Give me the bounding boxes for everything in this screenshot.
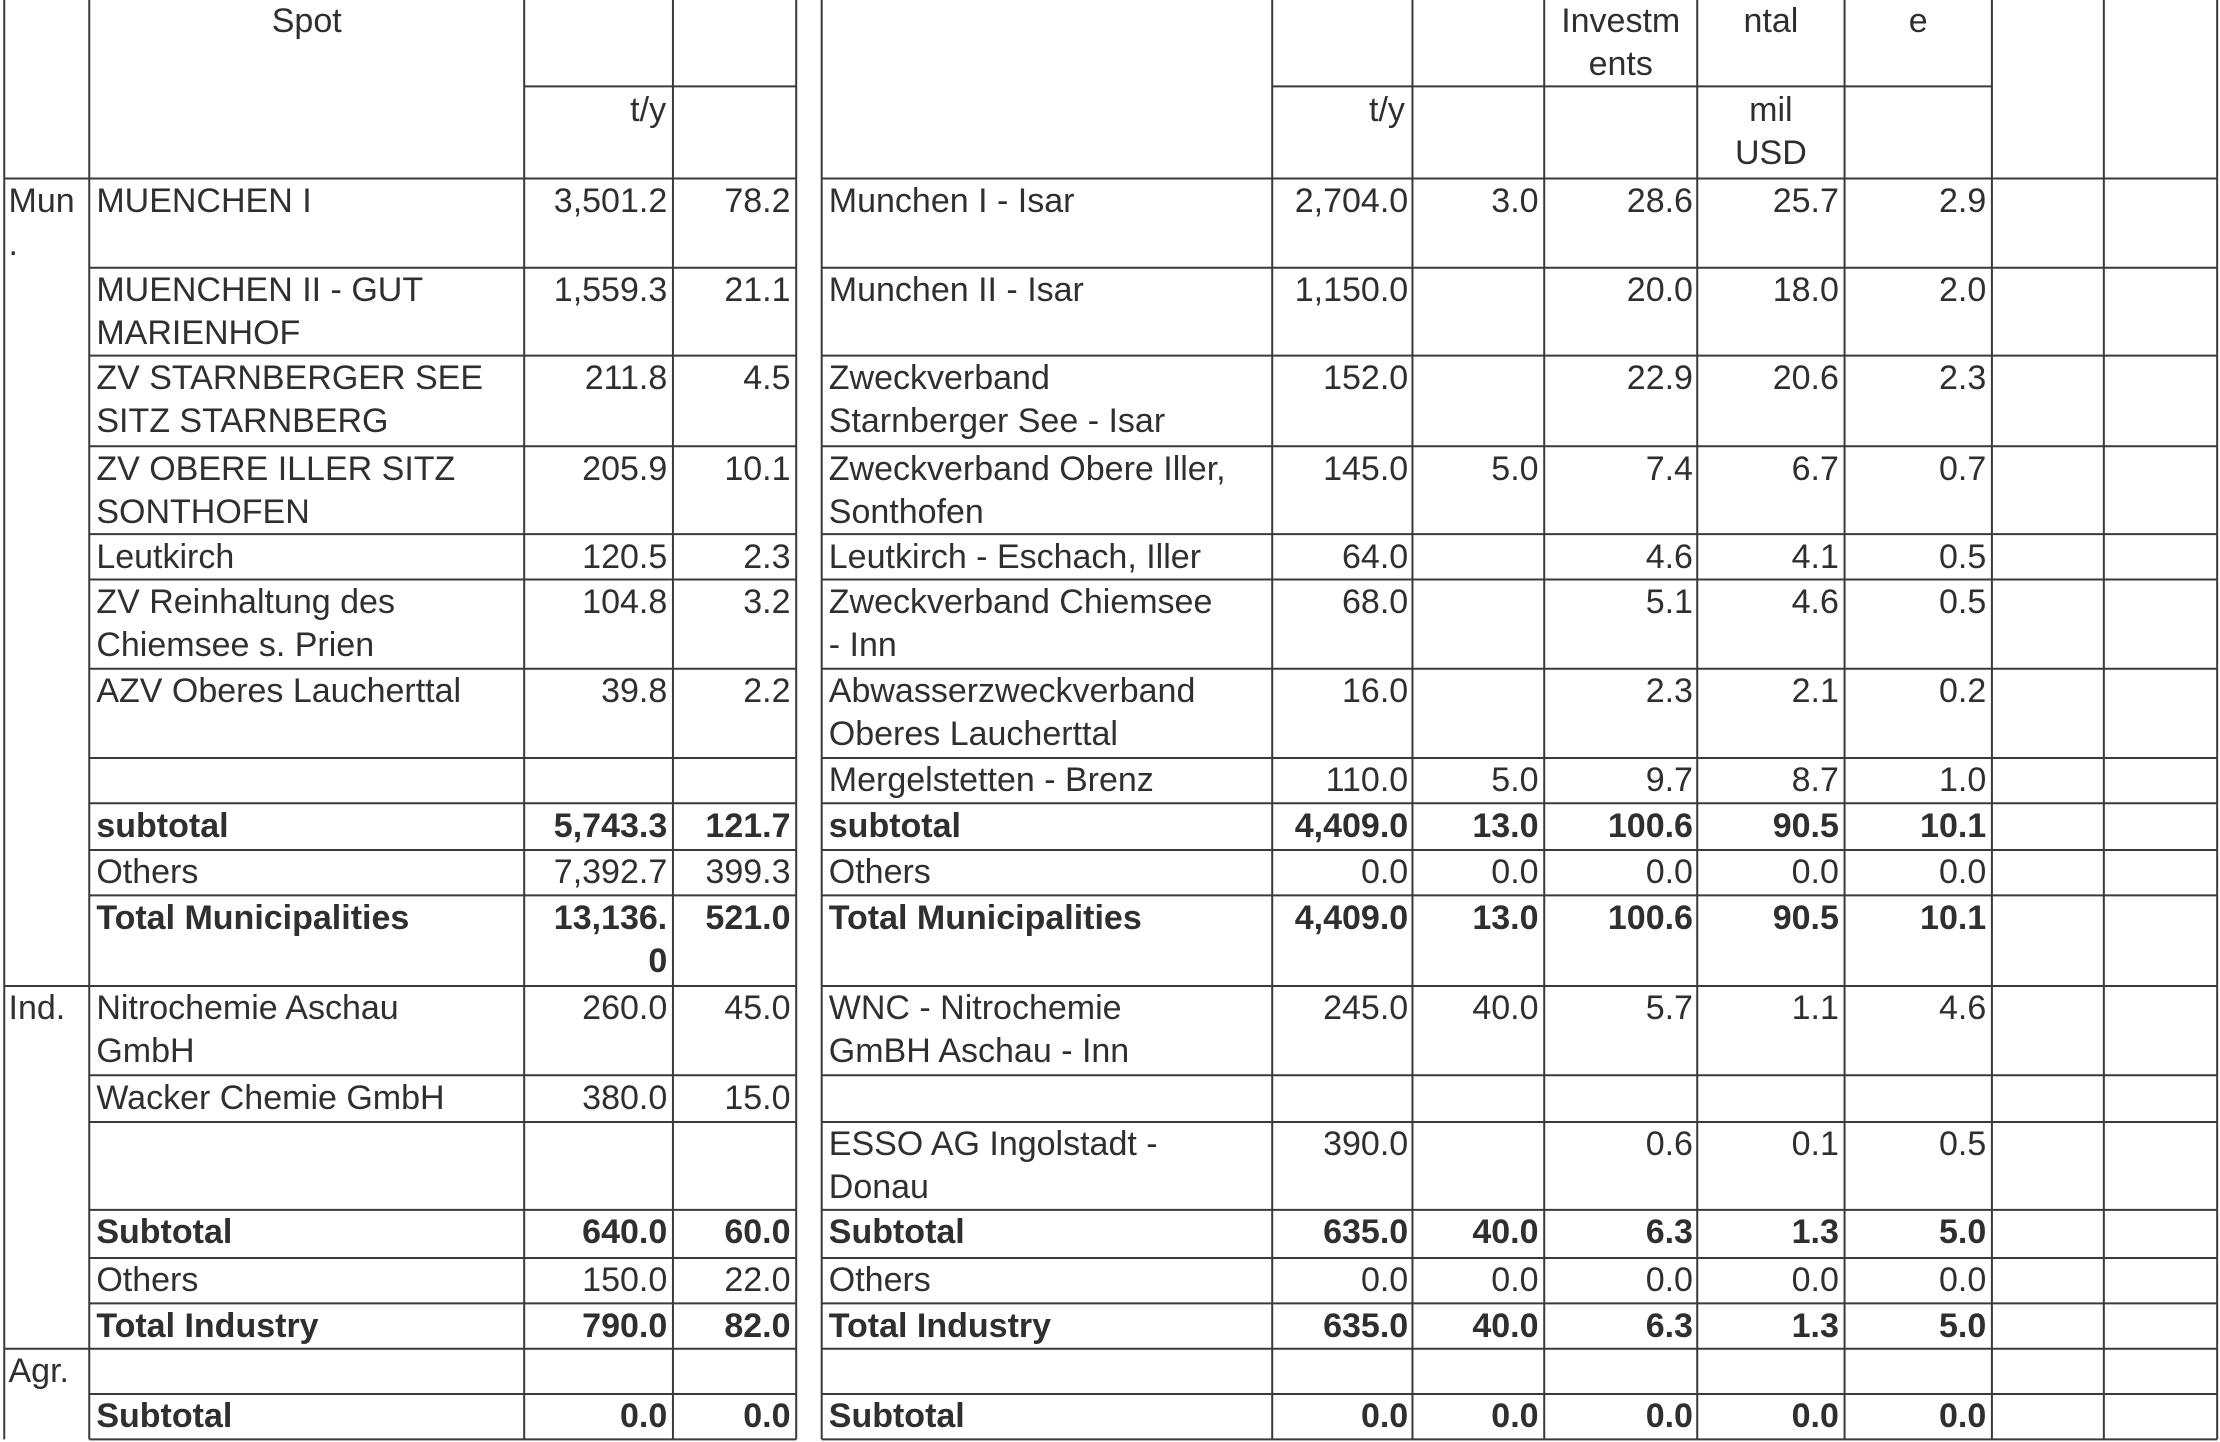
header-ntal: ntal (1743, 2, 1799, 40)
river-name-cell: Zweckverband Starnberger See - Isar (828, 359, 1166, 440)
investments-value: 4.6 (1645, 537, 1693, 576)
spot-name-cell: ZV Reinhaltung des Chiemsee s. Prien (96, 582, 395, 664)
river-ty-value: 635.0 (1323, 1306, 1409, 1345)
e-value: 2.9 (1938, 181, 1987, 220)
river-ty-value: 635.0 (1323, 1213, 1409, 1252)
spot-name-cell: Total Municipalities (96, 898, 410, 937)
header-unit-left: t/y (630, 91, 667, 130)
spot-name-cell: Wacker Chemie GmbH (96, 1078, 445, 1117)
investments-value: 20.0 (1626, 271, 1693, 310)
river-ty-value: 145.0 (1323, 449, 1409, 488)
investments-value: 2.3 (1645, 672, 1693, 711)
spot-value-2: 2.2 (743, 672, 791, 711)
spot-value-2: 78.2 (724, 181, 791, 220)
e-value: 5.0 (1938, 1306, 1987, 1345)
e-value: 0.0 (1938, 1397, 1987, 1436)
e-value: 0.5 (1938, 1125, 1987, 1164)
header-spot: Spot (271, 2, 342, 40)
ntal-value: 0.1 (1791, 1125, 1839, 1164)
spot-value-2: 22.0 (724, 1261, 791, 1300)
river-ty-value: 4,409.0 (1294, 806, 1409, 845)
e-value: 0.2 (1938, 672, 1987, 711)
river-value-2: 0.0 (1491, 853, 1539, 892)
river-ty-value: 152.0 (1323, 359, 1409, 397)
river-ty-value: 110.0 (1325, 761, 1409, 800)
river-value-2: 13.0 (1472, 806, 1539, 845)
river-value-2: 40.0 (1472, 1213, 1539, 1252)
spot-name-cell: MUENCHEN II - GUT MARIENHOF (96, 271, 424, 353)
spot-name-cell: Nitrochemie Aschau GmbH (96, 989, 399, 1071)
e-value: 10.1 (1920, 806, 1987, 845)
spot-value-2: 10.1 (724, 449, 791, 488)
investments-value: 100.6 (1607, 898, 1693, 937)
spot-ty-value: 39.8 (601, 672, 668, 711)
e-value: 0.0 (1938, 1261, 1987, 1300)
investments-value: 0.0 (1645, 853, 1693, 892)
spot-ty-value: 3,501.2 (553, 181, 668, 220)
ntal-value: 20.6 (1772, 359, 1839, 397)
river-ty-value: 0.0 (1360, 853, 1409, 892)
spot-name-cell: Subtotal (96, 1397, 233, 1436)
spot-ty-value: 104.8 (582, 582, 668, 621)
investments-value: 7.4 (1645, 449, 1693, 488)
river-ty-value: 64.0 (1342, 537, 1409, 576)
spot-name-cell: ZV STARNBERGER SEE SITZ STARNBERG (96, 359, 483, 440)
river-name-cell: subtotal (828, 806, 961, 845)
spot-ty-value: 13,136. 0 (553, 898, 668, 980)
ntal-value: 6.7 (1791, 449, 1839, 488)
river-name-cell: Mergelstetten - Brenz (828, 761, 1154, 800)
spot-ty-value: 790.0 (582, 1306, 668, 1345)
spot-ty-value: 640.0 (582, 1213, 668, 1252)
river-name-cell: Subtotal (828, 1213, 965, 1252)
e-value: 1.0 (1938, 761, 1987, 800)
e-value: 0.5 (1938, 537, 1987, 576)
spot-ty-value: 1,559.3 (553, 271, 668, 310)
spot-ty-value: 5,743.3 (553, 806, 668, 845)
investments-value: 0.6 (1645, 1125, 1693, 1164)
spot-value-2: 15.0 (724, 1078, 791, 1117)
spot-name-cell: ZV OBERE ILLER SITZ SONTHOFEN (96, 449, 456, 531)
header-investments: Investm ents (1561, 2, 1681, 83)
spot-value-2: 3.2 (743, 582, 791, 621)
river-ty-value: 68.0 (1342, 582, 1409, 621)
river-name-cell: Others (828, 853, 931, 892)
river-ty-value: 16.0 (1342, 672, 1409, 711)
spot-name-cell: Subtotal (96, 1213, 233, 1252)
river-value-2: 40.0 (1472, 989, 1539, 1028)
spot-value-2: 82.0 (724, 1306, 791, 1345)
river-name-cell: Others (828, 1261, 931, 1300)
river-value-2: 0.0 (1491, 1397, 1539, 1436)
header-unit-right: t/y (1369, 91, 1405, 130)
river-ty-value: 1,150.0 (1294, 271, 1409, 310)
investments-value: 6.3 (1645, 1213, 1693, 1252)
ntal-value: 1.3 (1791, 1306, 1839, 1345)
ntal-value: 0.0 (1791, 1397, 1839, 1436)
river-ty-value: 2,704.0 (1294, 181, 1409, 220)
river-value-2: 0.0 (1491, 1261, 1539, 1300)
river-name-cell: Abwasserzweckverband Oberes Laucherttal (828, 672, 1196, 754)
river-value-2: 13.0 (1472, 898, 1539, 937)
investments-value: 5.1 (1645, 582, 1693, 621)
river-name-cell: ESSO AG Ingolstadt - Donau (828, 1125, 1158, 1207)
river-name-cell: Total Municipalities (828, 898, 1142, 937)
spot-value-2: 121.7 (705, 806, 791, 845)
river-name-cell: Total Industry (828, 1306, 1052, 1345)
spot-name-cell: Total Industry (96, 1306, 319, 1345)
spot-ty-value: 380.0 (582, 1078, 668, 1117)
spot-ty-value: 0.0 (619, 1397, 668, 1436)
river-name-cell: Munchen II - Isar (828, 271, 1084, 310)
ntal-value: 90.5 (1772, 898, 1839, 937)
ntal-value: 1.3 (1791, 1213, 1839, 1252)
header-unit-money: mil USD (1734, 91, 1807, 173)
e-value: 0.0 (1938, 853, 1987, 892)
river-ty-value: 245.0 (1323, 989, 1409, 1028)
ntal-value: 8.7 (1791, 761, 1839, 800)
header-e: e (1908, 2, 1928, 40)
spot-value-2: 4.5 (743, 359, 791, 397)
e-value: 2.3 (1938, 359, 1987, 397)
investments-value: 100.6 (1607, 806, 1693, 845)
spot-ty-value: 205.9 (582, 449, 668, 488)
river-ty-value: 0.0 (1360, 1261, 1409, 1300)
river-value-2: 5.0 (1491, 761, 1539, 800)
river-name-cell: Munchen I - Isar (828, 181, 1075, 220)
spot-name-cell: Others (96, 853, 199, 892)
spot-value-2: 521.0 (705, 898, 791, 937)
ntal-value: 4.6 (1791, 582, 1839, 621)
e-value: 10.1 (1920, 898, 1987, 937)
ntal-value: 1.1 (1791, 989, 1839, 1028)
e-value: 4.6 (1938, 989, 1987, 1028)
river-name-cell: Leutkirch - Eschach, Iller (828, 537, 1202, 576)
ntal-value: 2.1 (1791, 672, 1839, 711)
spot-ty-value: 150.0 (582, 1261, 668, 1300)
river-ty-value: 0.0 (1360, 1397, 1409, 1436)
e-value: 0.7 (1938, 449, 1987, 488)
ntal-value: 0.0 (1791, 853, 1839, 892)
spot-name-cell: Others (96, 1261, 199, 1300)
spot-name-cell: Leutkirch (96, 537, 235, 576)
river-value-2: 40.0 (1472, 1306, 1539, 1345)
spot-value-2: 60.0 (724, 1213, 791, 1252)
investments-value: 0.0 (1645, 1397, 1693, 1436)
river-name-cell: Subtotal (828, 1397, 965, 1436)
river-name-cell: WNC - Nitrochemie GmBH Aschau - Inn (828, 989, 1130, 1071)
ntal-value: 90.5 (1772, 806, 1839, 845)
spot-ty-value: 120.5 (582, 537, 668, 576)
river-value-2: 5.0 (1491, 449, 1539, 488)
spot-value-2: 399.3 (705, 853, 791, 892)
river-value-2: 3.0 (1491, 181, 1539, 220)
category-cell: Agr. (8, 1352, 69, 1391)
river-ty-value: 4,409.0 (1294, 898, 1409, 937)
e-value: 2.0 (1938, 271, 1987, 310)
e-value: 0.5 (1938, 582, 1987, 621)
spot-value-2: 45.0 (724, 989, 791, 1028)
river-ty-value: 390.0 (1323, 1125, 1409, 1164)
ntal-value: 4.1 (1791, 537, 1839, 576)
river-name-cell: Zweckverband Chiemsee - Inn (828, 582, 1213, 664)
e-value: 5.0 (1938, 1213, 1987, 1252)
ntal-value: 18.0 (1772, 271, 1839, 310)
ntal-value: 0.0 (1791, 1261, 1839, 1300)
spot-name-cell: AZV Oberes Laucherttal (96, 672, 462, 711)
river-name-cell: Zweckverband Obere Iller, Sonthofen (828, 449, 1226, 531)
category-cell: Mun . (8, 181, 75, 263)
spot-value-2: 2.3 (743, 537, 791, 576)
spot-value-2: 21.1 (724, 271, 791, 310)
investments-value: 22.9 (1626, 359, 1693, 397)
investments-value: 0.0 (1645, 1261, 1693, 1300)
spot-value-2: 0.0 (743, 1397, 791, 1436)
investments-value: 9.7 (1645, 761, 1693, 800)
spot-ty-value: 260.0 (582, 989, 668, 1028)
investments-value: 28.6 (1626, 181, 1693, 220)
category-cell: Ind. (8, 989, 66, 1028)
ntal-value: 25.7 (1772, 181, 1839, 220)
investments-value: 6.3 (1645, 1306, 1693, 1345)
spot-name-cell: subtotal (96, 806, 229, 845)
investments-value: 5.7 (1645, 989, 1693, 1028)
spot-name-cell: MUENCHEN I (96, 181, 312, 220)
spot-ty-value: 7,392.7 (553, 853, 668, 892)
spot-ty-value: 211.8 (584, 359, 668, 397)
